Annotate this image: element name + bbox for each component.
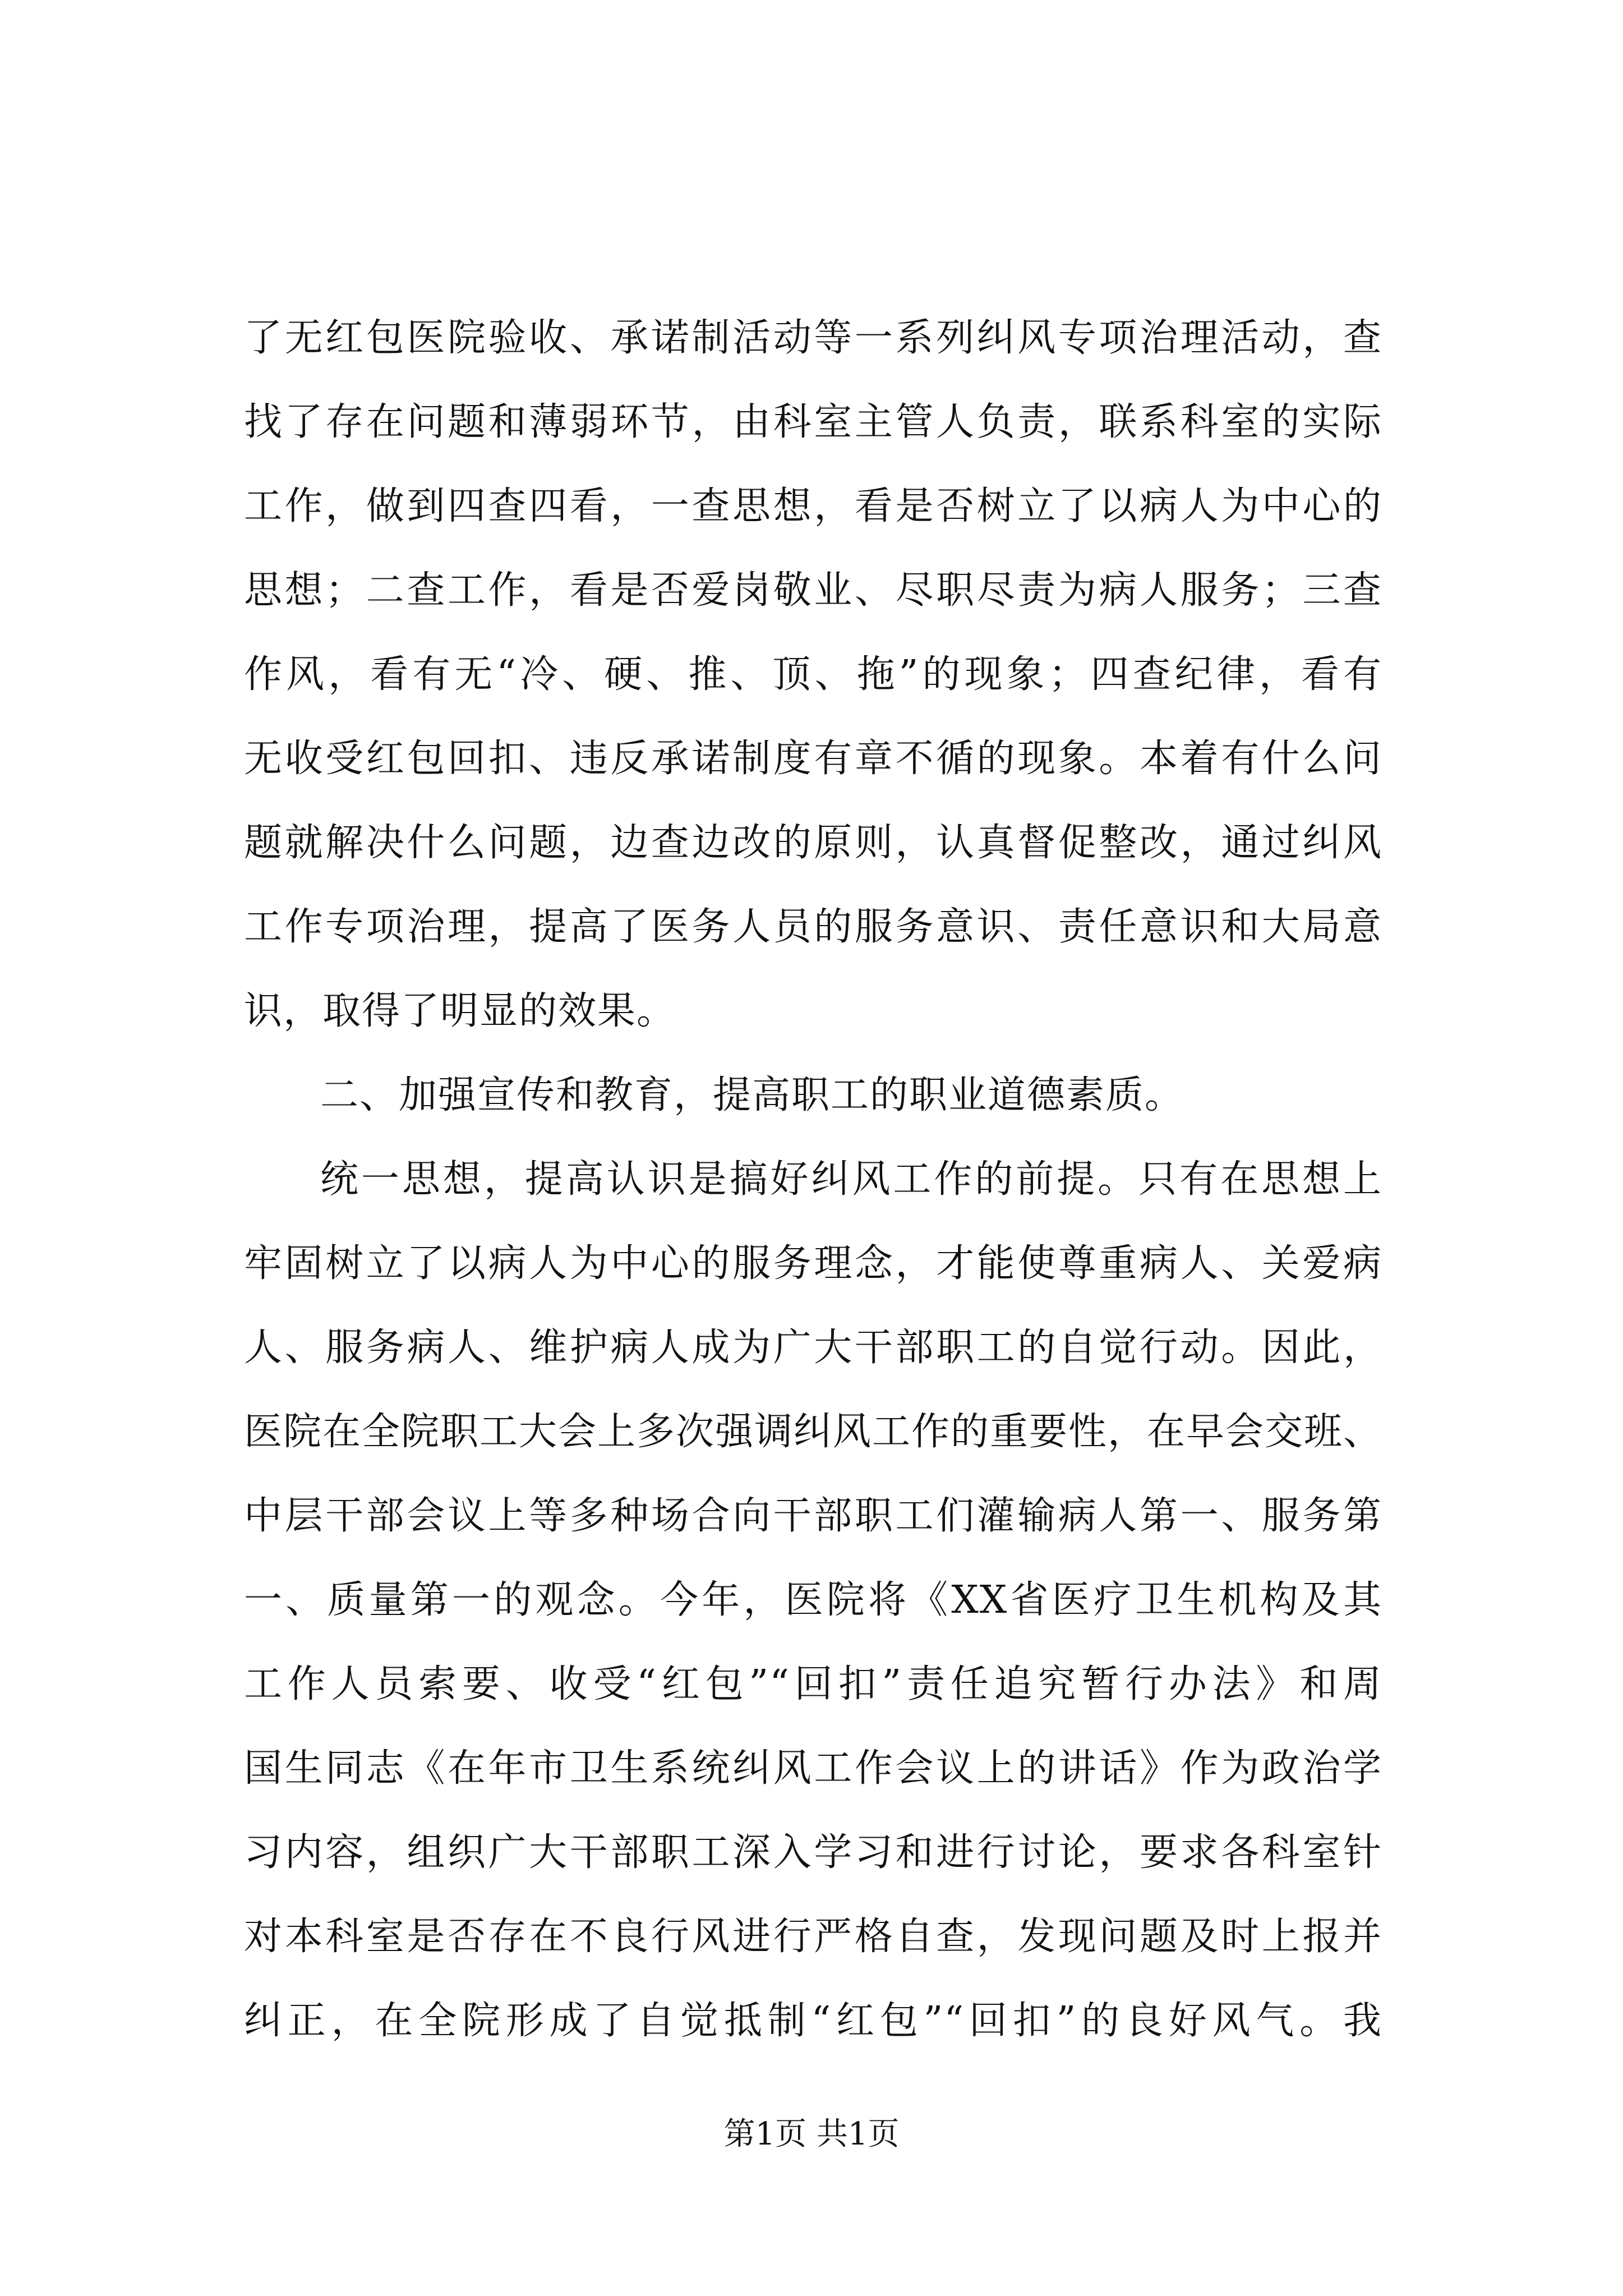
text-line: 医院在全院职工大会上多次强调纠风工作的重要性，在早会交班、 [244, 1410, 1383, 1454]
text-line: 对本科室是否存在不良行风进行严格自查，发现问题及时上报并 [244, 1915, 1382, 1959]
text-line: 统一思想，提高认识是搞好纠风工作的前提。只有在思想上 [320, 1157, 1382, 1202]
text-line: 思想；二查工作，看是否爱岗敬业、尽职尽责为病人服务；三查 [244, 568, 1382, 613]
text-line: 工作，做到四查四看，一查思想，看是否树立了以病人为中心的 [244, 484, 1382, 528]
text-line: 牢固树立了以病人为中心的服务理念，才能使尊重病人、关爱病 [244, 1241, 1382, 1286]
text-line: 无收受红包回扣、违反承诺制度有章不循的现象。本着有什么问 [244, 737, 1382, 781]
document-body [244, 296, 1382, 2063]
text-line: 识，取得了明显的效果。 [244, 989, 676, 1033]
text-line: 工作专项治理，提高了医务人员的服务意识、责任意识和大局意 [244, 905, 1382, 949]
text-line: 题就解决什么问题，边查边改的原则，认真督促整改，通过纠风 [244, 821, 1382, 865]
text-line: 作风，看有无“冷、硬、推、顶、拖”的现象；四查纪律，看有 [244, 652, 1382, 697]
text-line: 工作人员索要、收受“红包”“回扣”责任追究暂行办法》和周 [244, 1662, 1382, 1706]
text-line: 中层干部会议上等多种场合向干部职工们灌输病人第一、服务第 [244, 1494, 1382, 1538]
page-footer: 第1页 共1页 [723, 2116, 900, 2152]
text-line: 了无红包医院验收、承诺制活动等一系列纠风专项治理活动，查 [244, 316, 1382, 360]
text-line: 一、质量第一的观念。今年，医院将《XX省医疗卫生机构及其 [244, 1578, 1382, 1622]
text-line: 纠正，在全院形成了自觉抵制“红包”“回扣”的良好风气。我 [244, 1999, 1382, 2043]
section-heading: 二、加强宣传和教育，提高职工的职业道德素质。 [320, 1073, 1184, 1117]
text-line: 习内容，组织广大干部职工深入学习和进行讨论，要求各科室针 [244, 1830, 1382, 1875]
text-line: 人、服务病人、维护病人成为广大干部职工的自觉行动。因此， [244, 1326, 1382, 1370]
text-line: 国生同志《在年市卫生系统纠风工作会议上的讲话》作为政治学 [244, 1746, 1382, 1791]
text-line: 找了存在问题和薄弱环节，由科室主管人负责，联系科室的实际 [244, 400, 1382, 444]
